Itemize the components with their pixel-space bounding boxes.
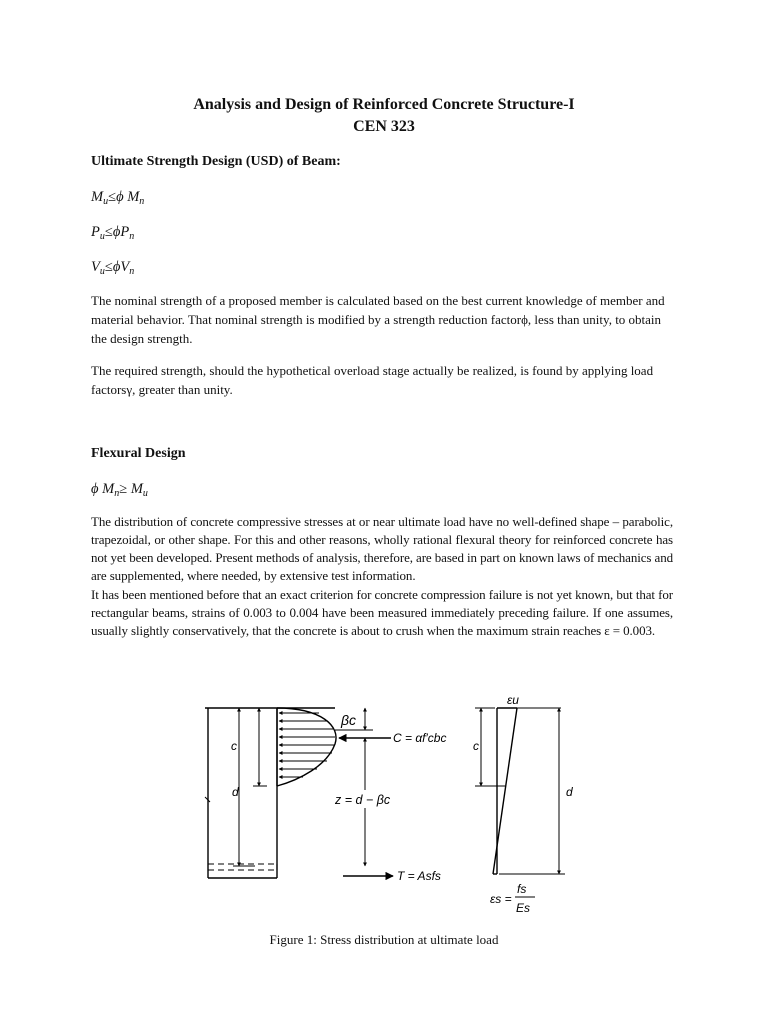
label-c-right: c	[473, 739, 479, 753]
dimension-c-left	[253, 708, 267, 786]
equation-axial: $P_u\le\phi P_n$	[91, 224, 135, 242]
strain-diagram	[493, 708, 561, 874]
usd-paragraph-required-strength: The required strength, should the hypothetical overload stage actually be realized, is found by applying load factorsγ, greater than unity.	[91, 363, 654, 397]
label-c-left: c	[231, 739, 237, 753]
label-eps-s: εs =	[490, 892, 512, 906]
dimension-c-right	[475, 708, 505, 786]
label-Es: Es	[516, 901, 531, 915]
label-eps-u: εu	[507, 693, 519, 707]
document-title: Analysis and Design of Reinforced Concrete Structure-I	[193, 96, 575, 113]
figure-caption: Figure 1: Stress distribution at ultimate load	[269, 932, 499, 947]
course-code: CEN 323	[353, 118, 415, 135]
flexural-heading: Flexural Design	[91, 446, 186, 461]
flexural-paragraph-distribution: The distribution of concrete compressive stresses at or near ultimate load have no well-defined shape – parabolic, trapezoidal, or other shape. For this and other reasons, wholly rational flexural theory for reinforced concrete has not yet been developed. Present methods of analysis, therefore, are based in part on known laws of mechanics and are supplemented, where needed, by extensive test information.	[91, 514, 673, 583]
flexural-paragraph-strain: It has been mentioned before that an exact criterion for concrete compression failure is not yet known, but that for rectangular beams, strains of 0.003 to 0.004 have been measured immediately preceding failure. If one assumes, usually slightly conservatively, that the concrete is about to crush when the maximum strain reaches ε = 0.003.	[91, 587, 673, 638]
label-d-left: d	[232, 785, 239, 799]
label-fs: fs	[517, 882, 527, 896]
stress-block	[277, 708, 336, 786]
label-beta-c: βc	[341, 712, 356, 728]
label-lever-arm: z = d − βc	[335, 793, 391, 807]
label-tension: T = Asfs	[397, 869, 441, 883]
label-d-right: d	[566, 785, 573, 799]
equation-shear: $V_u\le\phi V_n$	[91, 259, 135, 277]
label-compression: C = αf′cbc	[393, 731, 447, 745]
equation-moment: $M_u\le\phi$ $M_n$	[91, 189, 145, 207]
usd-heading: Ultimate Strength Design (USD) of Beam:	[91, 154, 341, 169]
dimension-d-right	[499, 708, 565, 874]
usd-paragraph-nominal-strength: The nominal strength of a proposed member is calculated based on the best current knowledge of member and material behavior. That nominal strength is modified by a strength reduction factorϕ, less than unity, to obtain the design strength.	[91, 293, 665, 346]
stress-strain-figure	[195, 690, 585, 920]
equation-flexural: ϕ $M_n\ge M_u$	[91, 481, 148, 499]
beam-section	[205, 708, 335, 878]
